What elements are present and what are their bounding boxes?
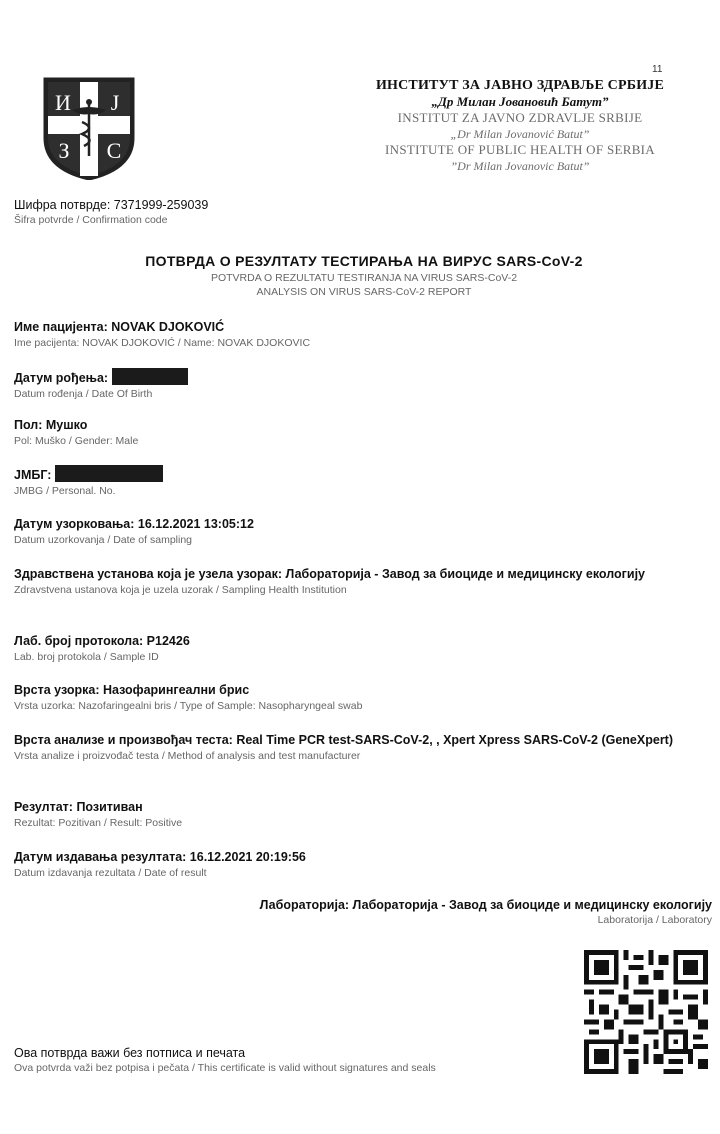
laboratory-label: Лабораторија: Лабораторија - Завод за биоциде и медицинску екологију: [259, 898, 712, 912]
field-sampling-date: [14, 516, 704, 546]
field-main: Пол: Мушко: [14, 418, 88, 432]
title-english: ANALYSIS ON VIRUS SARS-CoV-2 REPORT: [256, 286, 472, 298]
field-main: Врста анализе и произвођач теста: Real Time PCR test-SARS-CoV-2, , Xpert Xpress SARS-CoV-2 (GeneXpert): [14, 733, 674, 747]
field-sub: JMBG / Personal. No.: [14, 485, 116, 497]
field-issue-date: [14, 849, 704, 879]
field-patient-name: [14, 319, 704, 349]
institute-name-english: INSTITUTE OF PUBLIC HEALTH OF SERBIA: [385, 142, 655, 157]
field-date-of-birth: [14, 368, 704, 400]
field-sub: Ime pacijenta: NOVAK DJOKOVIĆ / Name: NOVAK DJOKOVIC: [14, 337, 311, 349]
field-gender: [14, 417, 704, 447]
field-analysis-method: [14, 732, 704, 762]
validity-note: [14, 1046, 436, 1074]
field-main: Датум рођења:: [14, 371, 109, 385]
logo-letter: Ј: [110, 90, 120, 115]
title-cyrillic: ПОТВРДА О РЕЗУЛТАТУ ТЕСТИРАЊА НА ВИРУС SARS-CoV-2: [145, 253, 583, 269]
field-main: Резултат: Позитиван: [14, 800, 143, 814]
institute-name-cyrillic: ИНСТИТУТ ЗА ЈАВНО ЗДРАВЉЕ СРБИЈЕ: [375, 78, 665, 93]
field-main: ЈМБГ:: [14, 468, 52, 482]
laboratory-block: [260, 898, 712, 926]
field-sub: Rezultat: Pozitivan / Result: Positive: [14, 817, 183, 829]
validity-sub: Ova potvrda važi bez potpisa i pečata / This certificate is valid without signatures and seals: [14, 1062, 436, 1074]
field-sub: Vrsta uzorka: Nazofaringealni bris / Type of Sample: Nasopharyngeal swab: [14, 700, 363, 712]
logo-letter: И: [55, 90, 71, 115]
field-sample-type: [14, 682, 704, 712]
confirmation-code-label: Шифра потврде: 7371999-259039: [14, 198, 209, 212]
document-title: [0, 253, 720, 298]
field-sub: Datum izdavanja rezultata / Date of result: [14, 867, 207, 879]
confirmation-code: [14, 198, 208, 226]
field-main: Датум узорковања: 16.12.2021 13:05:12: [14, 517, 254, 531]
logo-letter: С: [106, 138, 122, 163]
field-sub: Zdravstvena ustanova koja je uzela uzorak / Sampling Health Institution: [14, 584, 347, 596]
institute-logo: [42, 76, 136, 180]
institute-namesake-latin: „Dr Milan Jovanović Batut”: [450, 127, 590, 141]
field-sub: Datum uzorkovanja / Date of sampling: [14, 534, 193, 546]
field-sampling-institution: [14, 566, 704, 596]
field-main: Датум издавања резултата: 16.12.2021 20:19:56: [14, 850, 306, 864]
institute-namesake-cyrillic: „Др Милан Јовановић Батут”: [431, 94, 609, 109]
field-jmbg: [14, 465, 704, 497]
field-sub: Datum rođenja / Date Of Birth: [14, 388, 153, 400]
confirmation-code-sub: Šifra potvrde / Confirmation code: [14, 214, 168, 226]
qr-code-icon: [584, 950, 708, 1074]
institute-header: [340, 78, 700, 174]
field-main: Врста узорка: Назофарингеални брис: [14, 683, 250, 697]
redaction-bar: [55, 465, 163, 482]
laboratory-sub: Laboratorija / Laboratory: [597, 914, 712, 926]
field-main: Име пацијента: NOVAK DJOKOVIĆ: [14, 320, 225, 334]
field-sub: Vrsta analize i proizvođač testa / Method of analysis and test manufacturer: [14, 750, 361, 762]
logo-letter: З: [58, 138, 70, 163]
institute-name-latin: INSTITUT ZA JAVNO ZDRAVLJE SRBIJE: [397, 110, 643, 125]
field-main: Здравствена установа која је узела узорак: Лабораторија - Завод за биоциде и медицинску екологију: [14, 567, 645, 581]
field-result: [14, 799, 704, 829]
field-sub: Lab. broj protokola / Sample ID: [14, 651, 159, 663]
institute-namesake-english: ”Dr Milan Jovanovic Batut”: [450, 159, 590, 173]
redaction-bar: [112, 368, 188, 385]
page-number: 11: [652, 64, 663, 75]
validity-main: Ова потврда важи без потписа и печата: [14, 1046, 246, 1060]
field-sub: Pol: Muško / Gender: Male: [14, 435, 139, 447]
title-latin: POTVRDA O REZULTATU TESTIRANJA NA VIRUS SARS-CoV-2: [210, 272, 518, 284]
field-protocol-number: [14, 633, 704, 663]
field-main: Лаб. број протокола: P12426: [14, 634, 190, 648]
